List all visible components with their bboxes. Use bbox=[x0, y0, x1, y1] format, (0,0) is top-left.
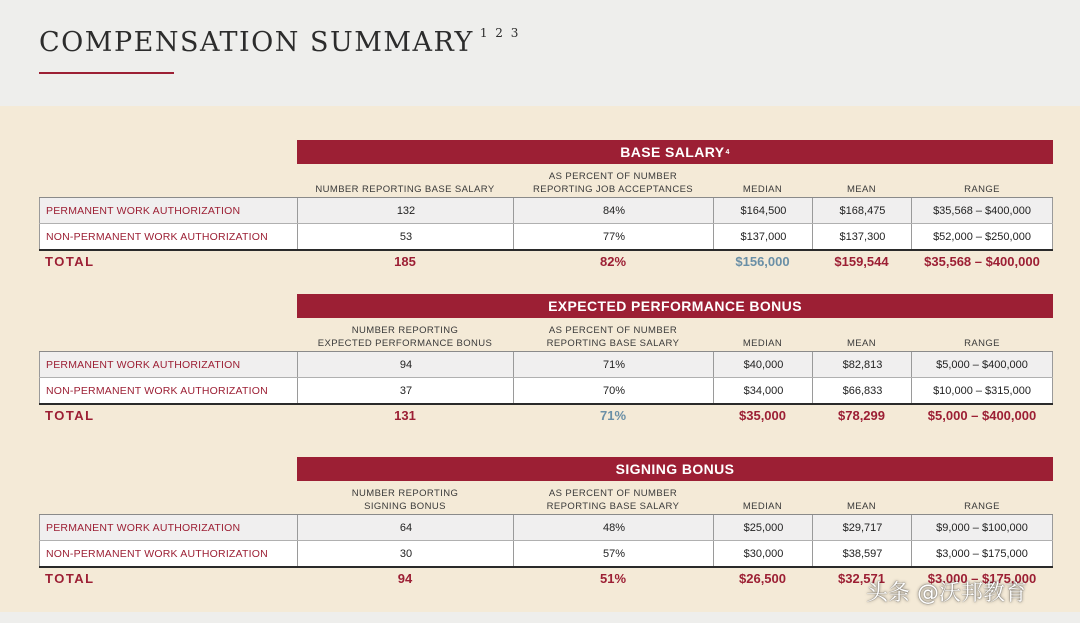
table-row-permanent bbox=[39, 197, 1053, 223]
footer-strip bbox=[0, 612, 1080, 623]
section-band-signing-bonus: SIGNING BONUS bbox=[297, 457, 1053, 481]
cell-median: $30,000 bbox=[713, 541, 813, 566]
col-header-median: MEDIAN bbox=[742, 338, 783, 349]
col-header-count: NUMBER REPORTING SIGNING BONUS bbox=[351, 488, 459, 512]
cell-percent: 57% bbox=[513, 541, 714, 566]
cell-percent: 48% bbox=[513, 515, 714, 540]
cell-range: $10,000 – $315,000 bbox=[911, 378, 1053, 403]
col-header-count: NUMBER REPORTING BASE SALARY bbox=[315, 184, 495, 195]
cell-mean: $168,475 bbox=[812, 198, 912, 223]
col-header-mean: MEAN bbox=[846, 184, 877, 195]
table-row-non-permanent bbox=[39, 377, 1053, 405]
row-label-permanent: PERMANENT WORK AUTHORIZATION bbox=[39, 352, 291, 377]
table-row-total bbox=[39, 250, 1053, 272]
cell-range: $5,000 – $400,000 bbox=[911, 352, 1053, 377]
cell-range: $3,000 – $175,000 bbox=[911, 541, 1053, 566]
col-header-mean: MEAN bbox=[846, 501, 877, 512]
section-band-performance-bonus: EXPECTED PERFORMANCE BONUS bbox=[297, 294, 1053, 318]
col-header-percent: AS PERCENT OF NUMBER REPORTING BASE SALARY bbox=[546, 488, 680, 512]
total-range: $35,568 – $400,000 bbox=[924, 253, 1040, 269]
total-mean: $32,571 bbox=[838, 570, 885, 586]
row-label-non-permanent: NON-PERMANENT WORK AUTHORIZATION bbox=[39, 541, 291, 566]
cell-range: $9,000 – $100,000 bbox=[911, 515, 1053, 540]
total-mean: $78,299 bbox=[838, 407, 885, 423]
title-footnotes: 1 2 3 bbox=[479, 26, 521, 40]
total-percent: 51% bbox=[599, 570, 627, 586]
cell-median: $164,500 bbox=[713, 198, 813, 223]
total-median: $156,000 bbox=[735, 253, 790, 269]
cell-percent: 84% bbox=[513, 198, 714, 223]
table-row-permanent bbox=[39, 514, 1053, 540]
cell-median: $34,000 bbox=[713, 378, 813, 403]
total-count: 131 bbox=[394, 407, 416, 423]
total-median: $26,500 bbox=[739, 570, 786, 586]
watermark: 头条 @沃邦教育 bbox=[866, 581, 1027, 606]
row-label-non-permanent: NON-PERMANENT WORK AUTHORIZATION bbox=[39, 378, 291, 403]
col-header-range: RANGE bbox=[964, 501, 1000, 512]
col-header-mean: MEAN bbox=[846, 338, 877, 349]
table-row-permanent bbox=[39, 351, 1053, 377]
table-row-non-permanent bbox=[39, 223, 1053, 251]
section-band-base-salary: BASE SALARY 4 bbox=[297, 140, 1053, 164]
col-header-median: MEDIAN bbox=[742, 501, 783, 512]
cell-count: 53 bbox=[297, 224, 514, 249]
total-range: $5,000 – $400,000 bbox=[927, 407, 1037, 423]
cell-mean: $82,813 bbox=[812, 352, 912, 377]
row-label-permanent: PERMANENT WORK AUTHORIZATION bbox=[39, 198, 291, 223]
row-label-total: TOTAL bbox=[45, 407, 95, 423]
total-range: $3,000 – $175,000 bbox=[927, 570, 1037, 586]
cell-mean: $38,597 bbox=[812, 541, 912, 566]
cell-percent: 71% bbox=[513, 352, 714, 377]
total-count: 94 bbox=[397, 570, 413, 586]
cell-range: $52,000 – $250,000 bbox=[911, 224, 1053, 249]
total-percent: 71% bbox=[599, 407, 627, 423]
table-row-non-permanent bbox=[39, 540, 1053, 568]
cell-count: 94 bbox=[297, 352, 514, 377]
row-label-total: TOTAL bbox=[45, 253, 95, 269]
total-percent: 82% bbox=[599, 253, 627, 269]
table-row-total bbox=[39, 404, 1053, 426]
cell-mean: $137,300 bbox=[812, 224, 912, 249]
cell-percent: 70% bbox=[513, 378, 714, 403]
cell-mean: $66,833 bbox=[812, 378, 912, 403]
cell-median: $25,000 bbox=[713, 515, 813, 540]
col-header-percent: AS PERCENT OF NUMBER REPORTING JOB ACCEPTANCES bbox=[532, 171, 694, 195]
page-title: COMPENSATION SUMMARY $^{1 2 3}$ bbox=[39, 26, 521, 58]
page-header bbox=[0, 0, 1080, 106]
cell-range: $35,568 – $400,000 bbox=[911, 198, 1053, 223]
cell-mean: $29,717 bbox=[812, 515, 912, 540]
col-header-percent: AS PERCENT OF NUMBER REPORTING BASE SALARY bbox=[546, 325, 680, 349]
total-count: 185 bbox=[394, 253, 416, 269]
cell-count: 64 bbox=[297, 515, 514, 540]
title-underline bbox=[39, 72, 174, 74]
cell-median: $137,000 bbox=[713, 224, 813, 249]
col-header-range: RANGE bbox=[964, 184, 1000, 195]
cell-count: 30 bbox=[297, 541, 514, 566]
row-label-non-permanent: NON-PERMANENT WORK AUTHORIZATION bbox=[39, 224, 291, 249]
col-header-count: NUMBER REPORTING EXPECTED PERFORMANCE BONUS bbox=[317, 325, 493, 349]
cell-median: $40,000 bbox=[713, 352, 813, 377]
total-median: $35,000 bbox=[739, 407, 786, 423]
col-header-median: MEDIAN bbox=[742, 184, 783, 195]
row-label-permanent: PERMANENT WORK AUTHORIZATION bbox=[39, 515, 291, 540]
row-label-total: TOTAL bbox=[45, 570, 95, 586]
total-mean: $159,544 bbox=[834, 253, 889, 269]
cell-count: 37 bbox=[297, 378, 514, 403]
col-header-range: RANGE bbox=[964, 338, 1000, 349]
cell-count: 132 bbox=[297, 198, 514, 223]
cell-percent: 77% bbox=[513, 224, 714, 249]
